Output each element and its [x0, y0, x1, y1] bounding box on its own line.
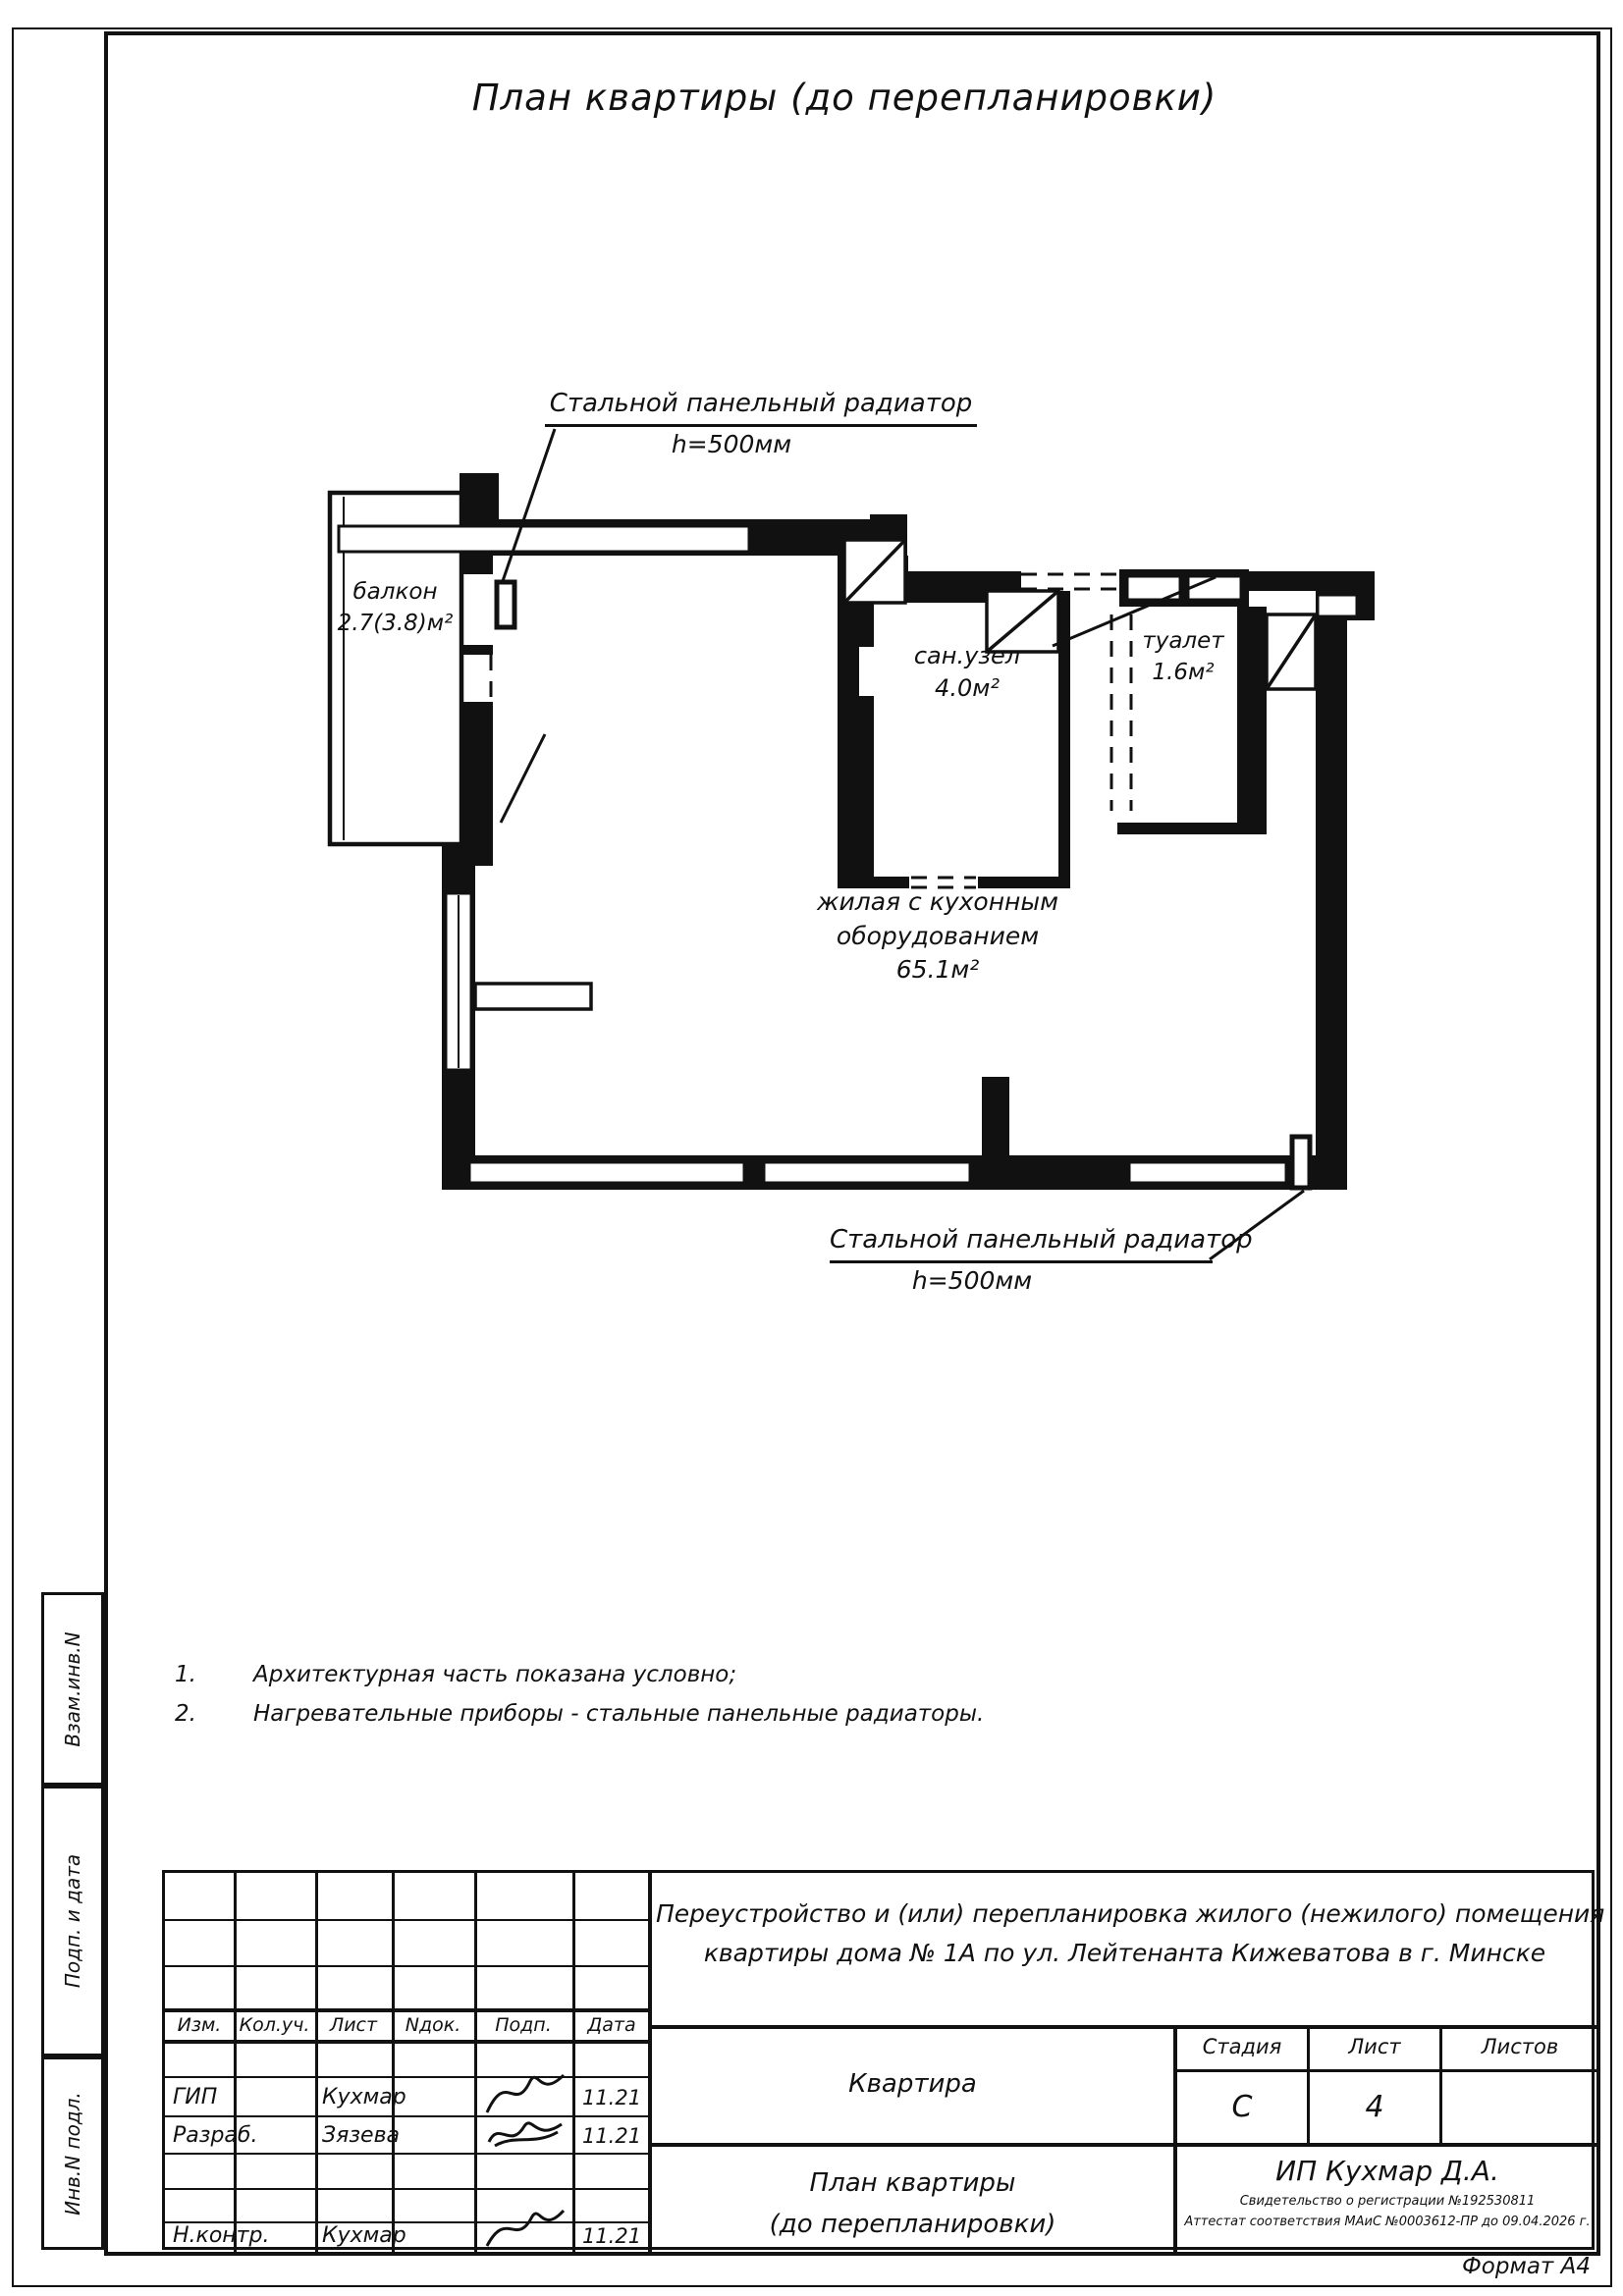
stamp-hline: [165, 1919, 651, 1921]
wall-left-upper-2: [460, 645, 493, 655]
stamp-date-nkontr: 11.21: [581, 2224, 642, 2248]
note-2-number: 2.: [175, 1701, 196, 1727]
wall-pillar-left: [460, 473, 499, 519]
stamp-col-koluch: Кол.уч.: [239, 2014, 310, 2036]
balcony-area: 2.7(3.8)м²: [337, 610, 454, 636]
stamp-vline: [572, 1873, 575, 2253]
stamp-col-list: Лист: [329, 2014, 378, 2036]
bathroom-area: 4.0м²: [935, 674, 1000, 703]
toilet-vent-cell-2: [1188, 576, 1241, 600]
window-bottom-3: [1129, 1162, 1286, 1183]
sidebox-inv: [41, 2056, 104, 2250]
stamp-stage-header: Стадия: [1202, 2035, 1282, 2058]
balcony-label: [329, 577, 461, 639]
stamp-name-nkontr: Кухмар: [322, 2223, 406, 2248]
page-title: План квартиры (до перепланировки): [471, 77, 1217, 119]
stamp-col-izm: Изм.: [177, 2014, 222, 2036]
note-1-text: Архитектурная часть показана условно;: [253, 1662, 737, 1687]
balcony-name: балкон: [352, 579, 438, 605]
living-room-line1: жилая с кухонным: [816, 887, 1059, 916]
wall-right: [1316, 591, 1347, 1190]
living-room-line2: оборудованием: [836, 921, 1040, 950]
stamp-hline-major: [648, 2143, 1597, 2147]
stamp-sheet-header: Лист: [1348, 2035, 1401, 2058]
note-1-number: 1.: [175, 1662, 196, 1687]
living-room-label: [766, 885, 1109, 988]
sidebox-sign-date-label: Подп. и дата: [61, 1853, 84, 1989]
floor-plan: [108, 373, 1542, 1364]
radiator-top-label: Стальной панельный радиатор: [545, 387, 977, 427]
stamp-company: ИП Кухмар Д.А.: [1275, 2155, 1499, 2187]
sidebox-sign-date: [41, 1786, 104, 2056]
stamp-project: [656, 1895, 1605, 1973]
stamp-col-data: Дата: [587, 2014, 636, 2036]
sidebox-replace-inv: [41, 1592, 104, 1786]
stamp-doc-title-line2: (до перепланировки): [769, 2210, 1056, 2239]
stamp-role-nkontr: Н.контр.: [173, 2223, 270, 2248]
stamp-vline: [234, 1873, 237, 2253]
stamp-date-razrab: 11.21: [581, 2124, 642, 2148]
wall-bathroom-left: [838, 556, 874, 888]
stamp-hline: [165, 1965, 651, 1967]
stamp-project-line2: квартиры дома № 1А по ул. Лейтенанта Кижеватова в г. Минске: [703, 1939, 1546, 1967]
stamp-hline-major: [165, 2040, 651, 2044]
title-block: [162, 1870, 1605, 2250]
stamp-hline: [165, 2076, 651, 2078]
corner-step: [1318, 595, 1357, 616]
floor-plan-geometry: [108, 373, 1542, 1364]
window-bottom-2: [764, 1162, 970, 1183]
note-2-text: Нагревательные приборы - стальные панельные радиаторы.: [253, 1701, 985, 1727]
signature-icon: [481, 2112, 569, 2156]
window-bottom-1: [469, 1162, 744, 1183]
stamp-date-gip: 11.21: [581, 2086, 642, 2109]
stamp-role-gip: ГИП: [173, 2085, 218, 2109]
living-room-area: 65.1м²: [895, 955, 980, 984]
stamp-vline: [474, 1873, 477, 2253]
stamp-cert1: Свидетельство о регистрации №192530811: [1239, 2194, 1536, 2209]
stamp-sheets-header: Листов: [1481, 2035, 1559, 2058]
interior-shelf: [475, 984, 591, 1009]
toilet-area: 1.6м²: [1152, 659, 1215, 685]
stamp-vline: [315, 1873, 318, 2253]
stamp-doc-title-line1: План квартиры: [809, 2168, 1016, 2198]
bathroom-name: сан.узел: [913, 642, 1021, 669]
leader-balcony: [501, 734, 545, 823]
stamp-name-razrab: Зязева: [322, 2123, 401, 2148]
signature-icon: [481, 2203, 569, 2254]
format-label: Формат А4: [1462, 2254, 1591, 2279]
radiator-top-height: h=500мм: [671, 430, 792, 458]
stamp-stage-value: С: [1231, 2090, 1253, 2124]
stamp-cert2: Аттестат соответствия МАиС №0003612-ПР до 09.04.2026 г.: [1184, 2215, 1591, 2229]
stamp-col-ndok: Nдок.: [405, 2014, 461, 2036]
stamp-project-line1: Переустройство и (или) перепланировка жилого (нежилого) помещения: [656, 1899, 1605, 1928]
stamp-col-podp: Подп.: [495, 2014, 552, 2036]
leader-radiator-top: [503, 429, 555, 581]
wall-bathroom-right: [1058, 591, 1070, 888]
radiator-bottom-label: Стальной панельный радиатор: [830, 1223, 1213, 1263]
radiator-top-symbol: [497, 582, 514, 627]
stamp-hline: [165, 2115, 651, 2117]
toilet-name: туалет: [1142, 628, 1224, 654]
toilet-label: [1119, 626, 1247, 688]
stamp-doc-title: [652, 2163, 1173, 2245]
sidebox-inv-label: Инв.N подл.: [61, 2091, 84, 2216]
stamp-name-gip: Кухмар: [322, 2085, 406, 2109]
wall-bottom-stub: [982, 1077, 1009, 1159]
stamp-vline: [392, 1873, 395, 2253]
bathroom-label: [884, 640, 1051, 705]
bathroom-wall-recess: [859, 647, 874, 696]
stamp-hline: [165, 2188, 651, 2190]
wall-left-upper-3: [460, 702, 493, 846]
wall-toilet-bottom: [1117, 823, 1249, 834]
radiator-bottom-symbol: [1292, 1137, 1310, 1188]
stamp-company-block: [1177, 2152, 1597, 2232]
lintel-top: [339, 526, 749, 552]
stamp-role-razrab: Разраб.: [173, 2123, 258, 2148]
radiator-bottom-height: h=500мм: [911, 1266, 1033, 1295]
stamp-object: Квартира: [848, 2069, 977, 2099]
sidebox-replace-inv-label: Взам.инв.N: [61, 1630, 84, 1747]
stamp-sheet-value: 4: [1365, 2090, 1384, 2124]
